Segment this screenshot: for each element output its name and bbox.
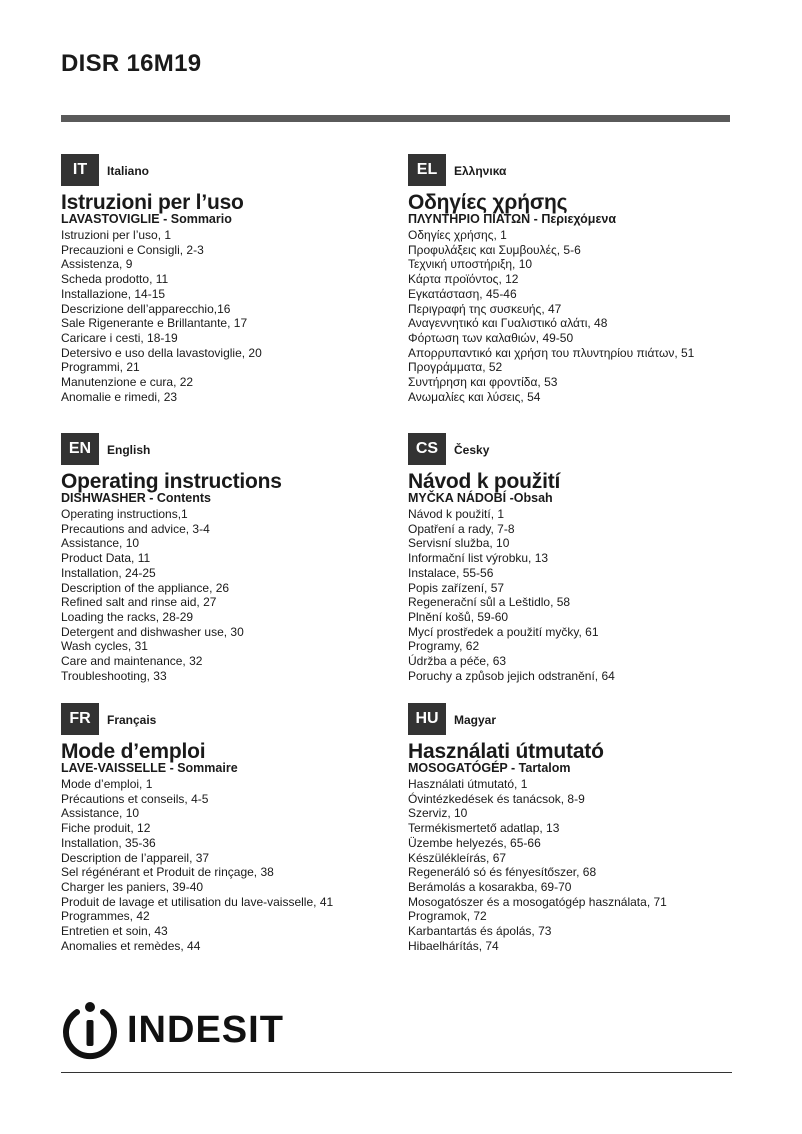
contents-item: Care and maintenance, 32 (61, 654, 203, 669)
contents-list (61, 777, 401, 953)
section-fr (61, 703, 401, 953)
language-name: Ελληνικα (454, 164, 507, 178)
contents-item: Hibaelhárítás, 74 (408, 938, 499, 953)
language-name: Česky (454, 443, 490, 457)
language-header (408, 703, 748, 735)
section-title: Mode d’emploi (61, 740, 206, 763)
contents-item: Précautions et conseils, 4-5 (61, 791, 209, 806)
contents-item: Description de l’appareil, 37 (61, 850, 210, 865)
contents-item: Ανωμαλίες και λύσεις, 54 (408, 389, 541, 404)
contents-item: Descrizione dell’apparecchio,16 (61, 301, 231, 316)
contents-item: Operating instructions,1 (61, 507, 188, 521)
contents-item: Produit de lavage et utilisation du lave-vaisselle, 41 (61, 894, 334, 909)
contents-item: Assistance, 10 (61, 536, 140, 551)
header-divider (61, 115, 730, 122)
contents-item: Loading the racks, 28-29 (61, 609, 194, 624)
contents-item: Üzembe helyezés, 65-66 (408, 835, 541, 850)
contents-item: Plnění košů, 59-60 (408, 609, 509, 624)
language-header (408, 154, 748, 186)
contents-item: Opatření a rady, 7-8 (408, 521, 515, 536)
contents-item: Programmi, 21 (61, 360, 140, 375)
contents-item: Berámolás a kosarakba, 69-70 (408, 879, 572, 894)
contents-list (408, 507, 748, 683)
language-code-badge: EL (408, 154, 446, 186)
contents-item: Εγκατάσταση, 45-46 (408, 286, 517, 301)
contents-item: Caricare i cesti, 18-19 (61, 330, 178, 345)
contents-item: Poruchy a způsob jejich odstranění, 64 (408, 668, 615, 683)
section-subtitle: LAVE-VAISSELLE - Sommaire (61, 761, 238, 775)
contents-item: Fiche produit, 12 (61, 821, 151, 836)
contents-item: Programy, 62 (408, 639, 480, 654)
section-subtitle: LAVASTOVIGLIE - Sommario (61, 212, 232, 226)
contents-item: Termékismertető adatlap, 13 (408, 821, 560, 836)
language-code-badge: EN (61, 433, 99, 465)
contents-item: Φόρτωση των καλαθιών, 49-50 (408, 330, 574, 345)
contents-item: Detersivo e uso della lavastoviglie, 20 (61, 345, 262, 360)
contents-item: Szerviz, 10 (408, 806, 468, 821)
contents-item: Istruzioni per l’uso, 1 (61, 228, 172, 242)
contents-item: Κάρτα προϊόντος, 12 (408, 272, 519, 287)
language-code-badge: HU (408, 703, 446, 735)
section-cs (408, 433, 748, 683)
contents-item: Programmes, 42 (61, 909, 150, 924)
language-header (61, 433, 401, 465)
section-hu (408, 703, 748, 953)
language-name: Français (107, 713, 157, 727)
section-en (61, 433, 401, 683)
contents-item: Συντήρηση και φροντίδα, 53 (408, 375, 558, 390)
contents-item: Sel régénérant et Produit de rinçage, 38 (61, 865, 274, 880)
contents-list (408, 228, 748, 404)
indesit-power-icon (61, 998, 119, 1062)
contents-item: Precauzioni e Consigli, 2-3 (61, 242, 204, 257)
contents-item: Αναγεννητικό και Γυαλιστικό αλάτι, 48 (408, 316, 608, 331)
contents-item: Mycí prostředek a použití myčky, 61 (408, 624, 599, 639)
contents-item: Óvintézkedések és tanácsok, 8-9 (408, 791, 585, 806)
contents-item: Installation, 24-25 (61, 565, 156, 580)
contents-item: Programok, 72 (408, 909, 487, 924)
language-name: English (107, 443, 151, 457)
contents-item: Karbantartás és ápolás, 73 (408, 924, 552, 939)
contents-item: Προγράμματα, 52 (408, 360, 503, 375)
contents-list (61, 228, 401, 404)
section-title: Οδηγίες χρήσης (408, 191, 568, 214)
contents-list (61, 507, 401, 683)
contents-item: Anomalie e rimedi, 23 (61, 389, 178, 404)
footer-divider (61, 1072, 732, 1073)
section-title: Istruzioni per l’uso (61, 191, 244, 214)
contents-item: Wash cycles, 31 (61, 639, 148, 654)
contents-item: Προφυλάξεις και Συμβουλές, 5-6 (408, 242, 581, 257)
contents-item: Installazione, 14-15 (61, 286, 166, 301)
language-name: Italiano (107, 164, 150, 178)
contents-item: Készülékleírás, 67 (408, 850, 507, 865)
language-header (408, 433, 748, 465)
section-subtitle: MYČKA NÁDOBÍ -Obsah (408, 491, 553, 505)
contents-item: Περιγραφή της συσκευής, 47 (408, 301, 562, 316)
contents-item: Charger les paniers, 39-40 (61, 879, 204, 894)
contents-item: Návod k použití, 1 (408, 507, 505, 521)
contents-item: Troubleshooting, 33 (61, 668, 167, 683)
contents-item: Description of the appliance, 26 (61, 580, 230, 595)
contents-item: Regeneráló só és fényesítőszer, 68 (408, 865, 597, 880)
section-subtitle: DISHWASHER - Contents (61, 491, 211, 505)
section-subtitle: ΠΛΥΝΤΗΡΙΟ ΠΙΑΤΩΝ - Περιεχόμενα (408, 212, 617, 226)
language-code-badge: IT (61, 154, 99, 186)
section-title: Návod k použití (408, 470, 561, 493)
section-title: Operating instructions (61, 470, 282, 493)
contents-item: Mode d’emploi, 1 (61, 777, 153, 791)
contents-item: Detergent and dishwasher use, 30 (61, 624, 244, 639)
section-it (61, 154, 401, 404)
contents-item: Entretien et soin, 43 (61, 924, 168, 939)
contents-item: Scheda prodotto, 11 (61, 272, 169, 287)
contents-item: Product Data, 11 (61, 551, 151, 566)
contents-list (408, 777, 748, 953)
language-header (61, 703, 401, 735)
section-el (408, 154, 748, 404)
contents-item: Precautions and advice, 3-4 (61, 521, 210, 536)
indesit-logo (61, 998, 284, 1062)
contents-item: Απορρυπαντικό και χρήση του πλυντηρίου πιάτων, 51 (408, 345, 695, 360)
contents-item: Refined salt and rinse aid, 27 (61, 595, 217, 610)
contents-item: Assistance, 10 (61, 806, 140, 821)
contents-item: Használati útmutató, 1 (408, 777, 528, 791)
contents-item: Assistenza, 9 (61, 257, 133, 272)
contents-item: Manutenzione e cura, 22 (61, 375, 194, 390)
contents-item: Instalace, 55-56 (408, 565, 494, 580)
contents-item: Sale Rigenerante e Brillantante, 17 (61, 316, 248, 331)
contents-item: Popis zařízení, 57 (408, 580, 505, 595)
brand-wordmark: INDESIT (127, 1008, 284, 1051)
contents-item: Οδηγίες χρήσης, 1 (408, 228, 507, 242)
model-title: DISR 16M19 (61, 50, 202, 77)
contents-item: Installation, 35-36 (61, 835, 156, 850)
contents-item: Mosogatószer és a mosogatógép használata, 71 (408, 894, 667, 909)
contents-item: Údržba a péče, 63 (408, 654, 507, 669)
contents-item: Informační list výrobku, 13 (408, 551, 549, 566)
language-code-badge: FR (61, 703, 99, 735)
contents-item: Τεχνική υποστήριξη, 10 (408, 257, 533, 272)
section-title: Használati útmutató (408, 740, 604, 763)
language-header (61, 154, 401, 186)
section-subtitle: MOSOGATÓGÉP - Tartalom (408, 761, 571, 775)
contents-item: Anomalies et remèdes, 44 (61, 938, 201, 953)
contents-item: Regenerační sůl a Leštidlo, 58 (408, 595, 571, 610)
contents-item: Servisní služba, 10 (408, 536, 510, 551)
language-name: Magyar (454, 713, 497, 727)
language-code-badge: CS (408, 433, 446, 465)
